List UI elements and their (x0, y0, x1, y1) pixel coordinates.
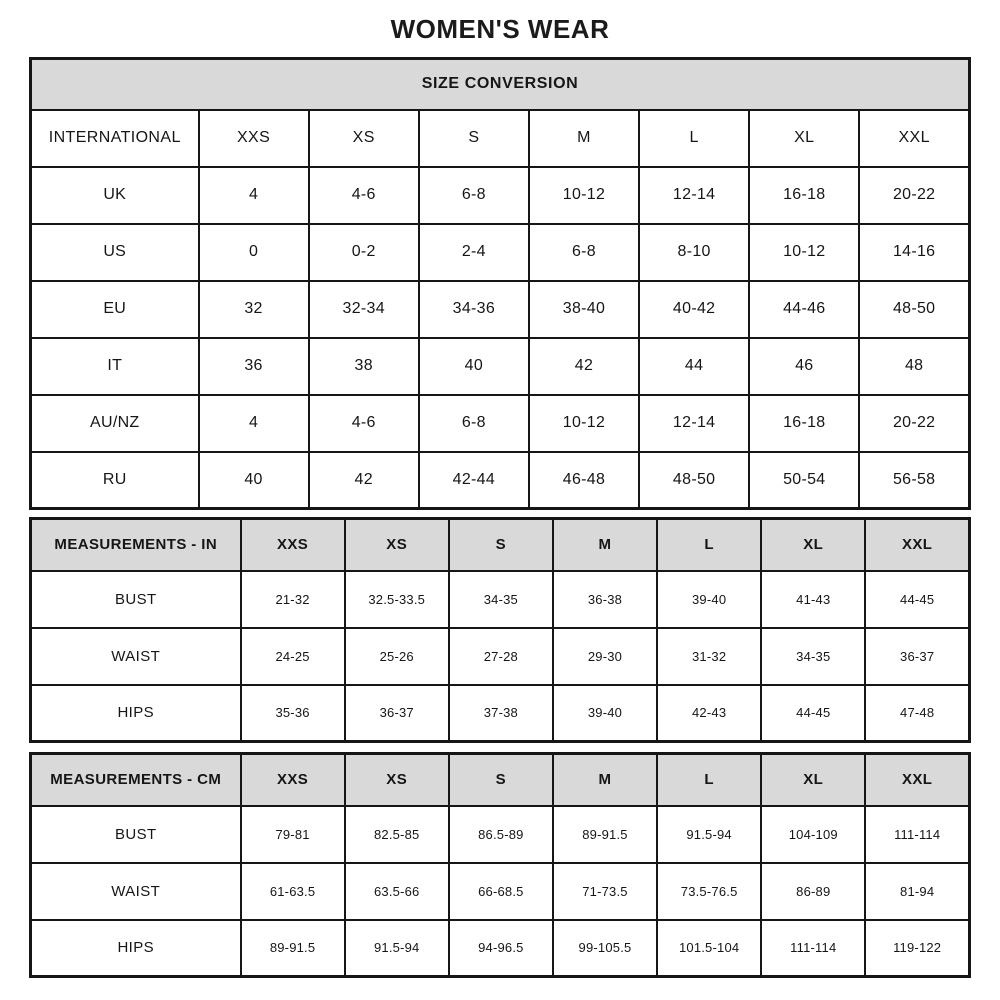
measurement-value: 47-48 (865, 685, 969, 742)
size-value: 42 (529, 338, 639, 395)
column-header: XS (309, 110, 419, 167)
size-value: 2-4 (419, 224, 529, 281)
measurement-value: 63.5-66 (345, 863, 449, 920)
size-value: 44-46 (749, 281, 859, 338)
page-title: WOMEN'S WEAR (390, 14, 610, 44)
column-header: XXS (199, 110, 309, 167)
measurement-value: 29-30 (553, 628, 657, 685)
measurement-value: 86.5-89 (449, 806, 553, 863)
size-value: 20-22 (859, 167, 969, 224)
row-label: WAIST (31, 628, 241, 685)
measurement-value: 119-122 (865, 920, 969, 977)
table-row (31, 167, 970, 224)
measurement-value: 111-114 (865, 806, 969, 863)
table-title: MEASUREMENTS - IN (31, 519, 241, 571)
table-row (31, 806, 970, 863)
size-value: 10-12 (529, 167, 639, 224)
measurement-value: 42-43 (657, 685, 761, 742)
column-header: XXS (241, 519, 345, 571)
size-value: 6-8 (529, 224, 639, 281)
size-value: 4-6 (309, 395, 419, 452)
size-value: 12-14 (639, 395, 749, 452)
row-label: HIPS (31, 920, 241, 977)
size-value: 56-58 (859, 452, 969, 509)
measurement-value: 36-37 (865, 628, 969, 685)
measurement-value: 91.5-94 (345, 920, 449, 977)
size-value: 48-50 (639, 452, 749, 509)
row-label: EU (31, 281, 199, 338)
row-label: BUST (31, 806, 241, 863)
table-title: SIZE CONVERSION (31, 59, 970, 110)
measurement-value: 39-40 (657, 571, 761, 628)
size-value: 38 (309, 338, 419, 395)
row-label: UK (31, 167, 199, 224)
size-value: 12-14 (639, 167, 749, 224)
column-header: INTERNATIONAL (31, 110, 199, 167)
measurement-value: 41-43 (761, 571, 865, 628)
size-value: 36 (199, 338, 309, 395)
column-header: M (553, 754, 657, 806)
size-value: 42 (309, 452, 419, 509)
measurement-value: 111-114 (761, 920, 865, 977)
size-value: 34-36 (419, 281, 529, 338)
size-value: 46 (749, 338, 859, 395)
table-row (31, 863, 970, 920)
measurement-value: 91.5-94 (657, 806, 761, 863)
size-value: 48 (859, 338, 969, 395)
row-label: AU/NZ (31, 395, 199, 452)
measurement-value: 32.5-33.5 (345, 571, 449, 628)
table-row (31, 395, 970, 452)
size-value: 4 (199, 395, 309, 452)
measurement-value: 21-32 (241, 571, 345, 628)
size-value: 44 (639, 338, 749, 395)
row-label: WAIST (31, 863, 241, 920)
measurement-value: 37-38 (449, 685, 553, 742)
column-header: XL (761, 519, 865, 571)
table-row (31, 920, 970, 977)
header-row (31, 519, 970, 571)
measurement-value: 94-96.5 (449, 920, 553, 977)
size-value: 16-18 (749, 395, 859, 452)
row-label: IT (31, 338, 199, 395)
measurement-value: 89-91.5 (553, 806, 657, 863)
measurement-value: 44-45 (865, 571, 969, 628)
table-row (31, 224, 970, 281)
size-value: 6-8 (419, 395, 529, 452)
table-row (31, 452, 970, 509)
measurement-value: 27-28 (449, 628, 553, 685)
size-value: 6-8 (419, 167, 529, 224)
size-value: 4 (199, 167, 309, 224)
measurement-value: 101.5-104 (657, 920, 761, 977)
measurement-value: 81-94 (865, 863, 969, 920)
size-value: 0 (199, 224, 309, 281)
column-header: XS (345, 519, 449, 571)
column-header: XL (749, 110, 859, 167)
size-value: 48-50 (859, 281, 969, 338)
size-value: 50-54 (749, 452, 859, 509)
size-conversion-table (29, 57, 971, 510)
size-value: 46-48 (529, 452, 639, 509)
table-row (31, 338, 970, 395)
measurement-value: 66-68.5 (449, 863, 553, 920)
measurement-value: 36-37 (345, 685, 449, 742)
size-value: 16-18 (749, 167, 859, 224)
measurement-value: 34-35 (449, 571, 553, 628)
measurement-value: 34-35 (761, 628, 865, 685)
column-header: L (639, 110, 749, 167)
size-value: 10-12 (749, 224, 859, 281)
measurement-value: 86-89 (761, 863, 865, 920)
measurement-value: 99-105.5 (553, 920, 657, 977)
table-row (31, 685, 970, 742)
measurement-value: 61-63.5 (241, 863, 345, 920)
row-label: BUST (31, 571, 241, 628)
table-row (31, 628, 970, 685)
measurement-value: 73.5-76.5 (657, 863, 761, 920)
measurement-value: 24-25 (241, 628, 345, 685)
column-header: XXS (241, 754, 345, 806)
measurement-value: 36-38 (553, 571, 657, 628)
size-value: 20-22 (859, 395, 969, 452)
column-header: XXL (859, 110, 969, 167)
column-header: XXL (865, 754, 969, 806)
row-label: RU (31, 452, 199, 509)
size-value: 32-34 (309, 281, 419, 338)
table-title: MEASUREMENTS - CM (31, 754, 241, 806)
size-value: 10-12 (529, 395, 639, 452)
size-value: 38-40 (529, 281, 639, 338)
column-header: L (657, 754, 761, 806)
column-header: M (553, 519, 657, 571)
measurement-value: 71-73.5 (553, 863, 657, 920)
measurement-value: 31-32 (657, 628, 761, 685)
measurement-value: 89-91.5 (241, 920, 345, 977)
size-value: 40 (419, 338, 529, 395)
measurement-value: 82.5-85 (345, 806, 449, 863)
measurement-value: 79-81 (241, 806, 345, 863)
size-value: 8-10 (639, 224, 749, 281)
size-value: 40-42 (639, 281, 749, 338)
measurement-value: 35-36 (241, 685, 345, 742)
table-row (31, 281, 970, 338)
column-header: XS (345, 754, 449, 806)
size-value: 0-2 (309, 224, 419, 281)
column-header: XL (761, 754, 865, 806)
size-value: 42-44 (419, 452, 529, 509)
size-value: 32 (199, 281, 309, 338)
table-row (31, 571, 970, 628)
column-header: S (449, 519, 553, 571)
measurements-cm-table (29, 752, 971, 978)
measurement-value: 104-109 (761, 806, 865, 863)
column-header: S (449, 754, 553, 806)
measurement-value: 39-40 (553, 685, 657, 742)
size-value: 14-16 (859, 224, 969, 281)
size-value: 40 (199, 452, 309, 509)
row-label: HIPS (31, 685, 241, 742)
header-row (31, 110, 970, 167)
size-value: 4-6 (309, 167, 419, 224)
column-header: L (657, 519, 761, 571)
measurements-in-table (29, 517, 971, 743)
measurement-value: 44-45 (761, 685, 865, 742)
column-header: M (529, 110, 639, 167)
column-header: XXL (865, 519, 969, 571)
header-row (31, 754, 970, 806)
row-label: US (31, 224, 199, 281)
measurement-value: 25-26 (345, 628, 449, 685)
column-header: S (419, 110, 529, 167)
